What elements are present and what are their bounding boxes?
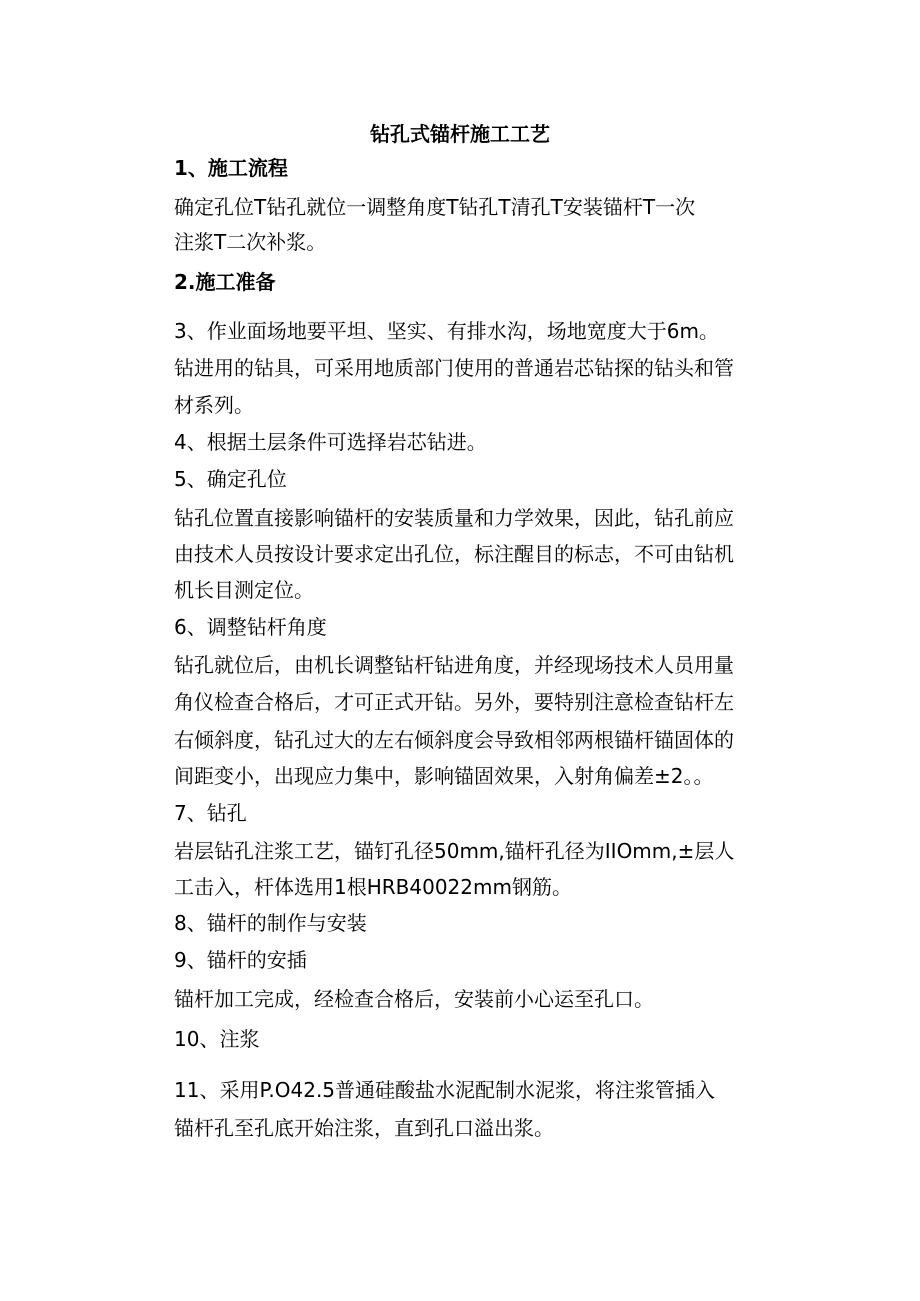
text-line: 6、调整钻杆角度 — [174, 615, 327, 639]
text-line: 锚杆孔至孔底开始注浆，直到孔口溢出浆。 — [174, 1116, 554, 1140]
text-line: 钻孔就位后，由机长调整钻杆钻进角度，并经现场技术人员用量 — [174, 653, 734, 677]
text-line: 10、注浆 — [174, 1027, 260, 1051]
text-line: 9、锚杆的安插 — [174, 948, 307, 972]
text-line: 注浆T二次补浆。 — [174, 230, 327, 254]
text-line: 工击入，杆体选用1根HRB40022mm钢筋。 — [174, 875, 572, 899]
text-line: 确定孔位T钻孔就位一调整角度T钻孔T清孔T安装锚杆T一次 — [174, 195, 696, 219]
text-line: 岩层钻孔注浆工艺，锚钉孔径50mm,锚杆孔径为IIOmm,±层人 — [174, 839, 735, 863]
section-heading: 1、施工流程 — [174, 156, 288, 180]
text-line: 11、采用P.O42.5普通硅酸盐水泥配制水泥浆，将注浆管插入 — [174, 1078, 716, 1102]
text-line: 4、根据土层条件可选择岩芯钻进。 — [174, 430, 487, 454]
text-line: 角仪检查合格后，才可正式开钻。另外，要特别注意检查钻杆左 — [174, 690, 734, 714]
text-line: 8、锚杆的制作与安装 — [174, 911, 367, 935]
text-line: 右倾斜度，钻孔过大的左右倾斜度会导致相邻两根锚杆锚固体的 — [174, 728, 734, 752]
text-line: 材系列。 — [174, 393, 254, 417]
text-line: 机长目测定位。 — [174, 578, 314, 602]
text-line: 钻进用的钻具，可采用地质部门使用的普通岩芯钻探的钻头和管 — [174, 356, 734, 380]
document-title: 钻孔式锚杆施工工艺 — [370, 122, 550, 146]
text-line: 3、作业面场地要平坦、坚实、有排水沟，场地宽度大于6m。 — [174, 319, 719, 343]
text-line: 锚杆加工完成，经检查合格后，安装前小心运至孔口。 — [174, 987, 654, 1011]
section-heading: 2.施工准备 — [174, 270, 276, 294]
text-line: 由技术人员按设计要求定出孔位，标注醒目的标志，不可由钻机 — [174, 542, 734, 566]
text-line: 7、钻孔 — [174, 801, 247, 825]
text-line: 钻孔位置直接影响锚杆的安装质量和力学效果，因此，钻孔前应 — [174, 506, 734, 530]
text-line: 5、确定孔位 — [174, 467, 287, 491]
text-line: 间距变小，出现应力集中，影响锚固效果，入射角偏差±2。。 — [174, 764, 714, 788]
